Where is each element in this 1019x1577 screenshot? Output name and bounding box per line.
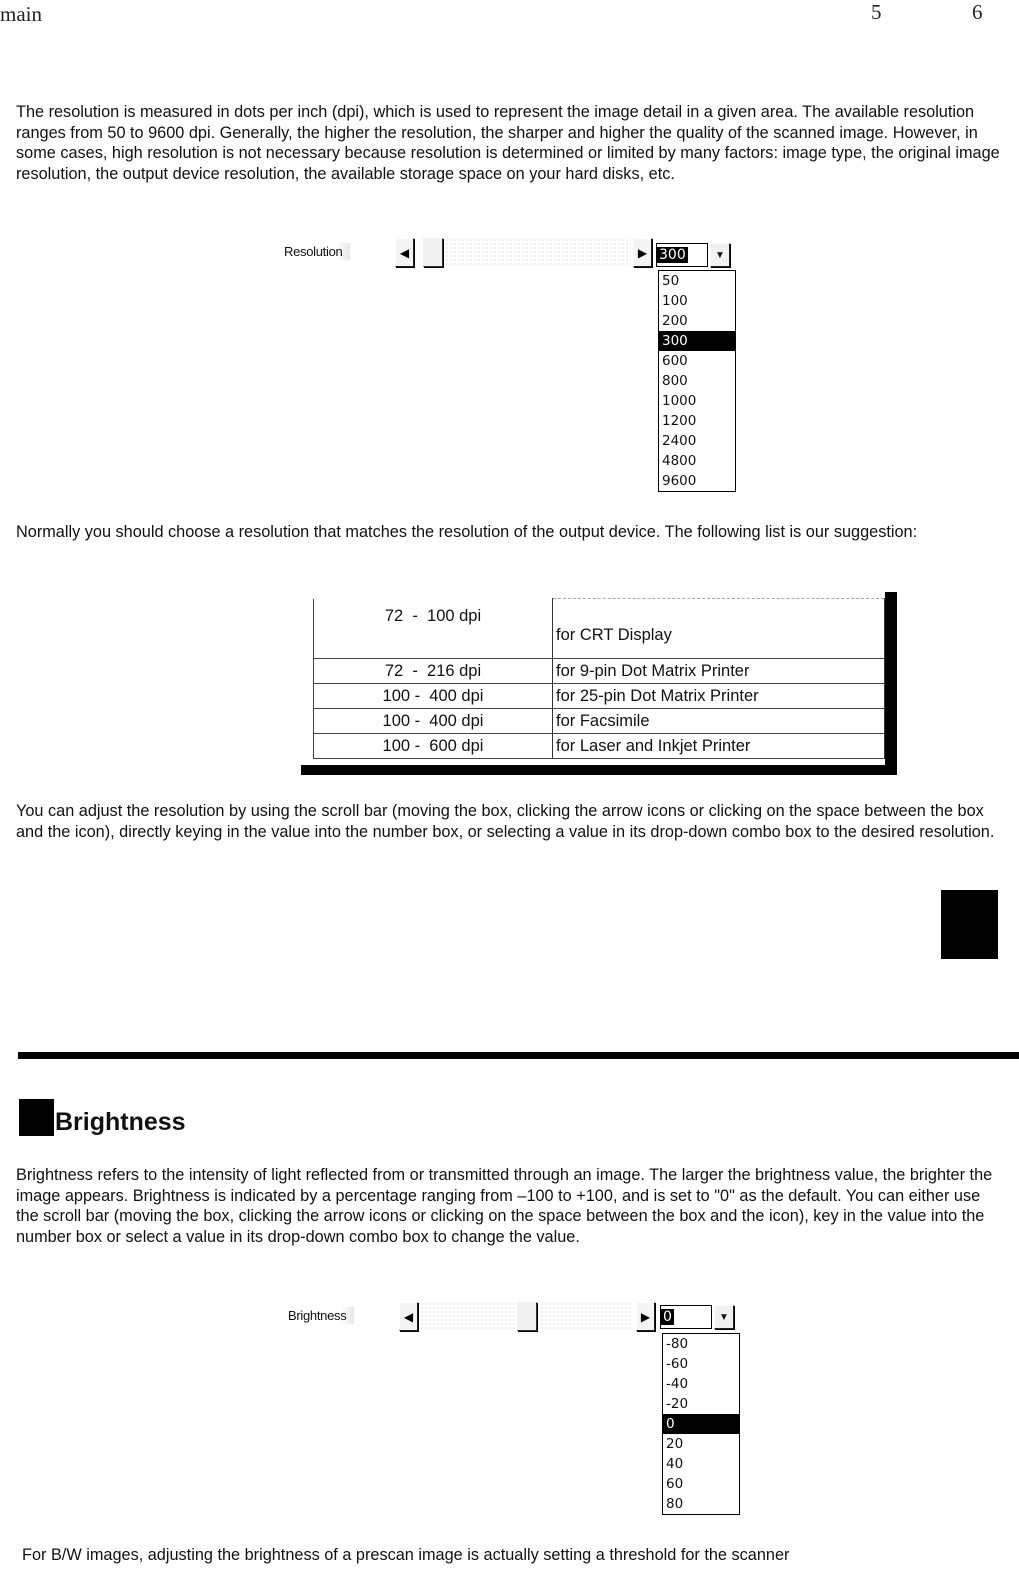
table-shadow-right: [885, 592, 897, 774]
table-row: [314, 599, 885, 659]
dpi-range-cell: 72 - 100 dpi: [314, 599, 553, 659]
page-number-right: 6: [972, 0, 983, 24]
output-device-cell: for Facsimile: [553, 709, 885, 734]
output-device-cell: for 25-pin Dot Matrix Printer: [553, 684, 885, 709]
brightness-paragraph: Brightness refers to the intensity of light reflected from or transmitted through an image. The larger the brightness value, the brighter the image appears. Brightness is indicated by a percentage ranging from –100 to +100, and is set to "0" as the default. You can either use the scroll bar (moving the box, clicking the arrow icons or clicking on the space between the box and the icon), key in the value into the number box or select a value in its drop-down combo box to change the value.: [16, 1166, 993, 1246]
output-device-cell: for CRT Display: [553, 599, 885, 659]
brightness-scrollbar: [288, 1307, 354, 1325]
brightness-dropdown-list: [662, 1333, 740, 1515]
brightness-option[interactable]: -40: [666, 1376, 689, 1392]
dpi-range-cell: 100 - 600 dpi: [314, 734, 553, 759]
resolution-option[interactable]: 9600: [662, 473, 697, 489]
brightness-option[interactable]: 80: [666, 1496, 684, 1512]
output-device-cell: for 9-pin Dot Matrix Printer: [553, 659, 885, 684]
table-row: [314, 734, 885, 759]
brightness-option[interactable]: -20: [666, 1396, 689, 1412]
brightness-option[interactable]: 60: [666, 1476, 684, 1492]
resolution-dropdown-list: [658, 270, 736, 492]
resolution-suggestion-table: [313, 598, 885, 759]
brightness-option[interactable]: -60: [666, 1356, 689, 1372]
brightness-value-box[interactable]: [660, 1305, 712, 1329]
resolution-label: Resolution: [284, 243, 350, 260]
table-row: [314, 684, 885, 709]
section-divider: [18, 1052, 1019, 1059]
table-shadow-bottom: [301, 765, 897, 775]
dpi-range-cell: 100 - 400 dpi: [314, 709, 553, 734]
chevron-down-icon: ▼: [719, 1311, 729, 1323]
resolution-option[interactable]: 200: [662, 313, 688, 329]
resolution-left-arrow-button[interactable]: [395, 238, 414, 267]
resolution-option[interactable]: 800: [662, 373, 688, 389]
resolution-value: 300: [659, 247, 686, 263]
brightness-label: Brightness: [288, 1307, 354, 1324]
arrow-right-icon: ▶: [640, 1309, 651, 1324]
dpi-range-cell: 72 - 216 dpi: [314, 659, 553, 684]
resolution-option[interactable]: 2400: [662, 433, 697, 449]
arrow-right-icon: ▶: [637, 245, 648, 260]
heading-bullet-icon: [19, 1099, 54, 1136]
brightness-dropdown-button[interactable]: [714, 1305, 734, 1329]
brightness-value: 0: [663, 1309, 672, 1325]
brightness-option[interactable]: 20: [666, 1436, 684, 1452]
arrow-left-icon: ◀: [399, 245, 410, 260]
page-side-tab: [941, 890, 998, 959]
resolution-option[interactable]: 100: [662, 293, 688, 309]
brightness-option[interactable]: 40: [666, 1456, 684, 1472]
table-row: [314, 659, 885, 684]
resolution-value-box[interactable]: [656, 243, 708, 267]
resolution-option[interactable]: 1200: [662, 413, 697, 429]
running-header: main: [0, 2, 42, 26]
resolution-dropdown-button[interactable]: [710, 243, 730, 267]
resolution-option[interactable]: 4800: [662, 453, 697, 469]
resolution-intro-paragraph: The resolution is measured in dots per inch (dpi), which is used to represent the image detail in a given area. The available resolution ranges from 50 to 9600 dpi. Generally, the higher the resolution, the sharper and higher the quality of the scanned image. However, in some cases, high resolution is not necessary because resolution is determined or limited by many factors: image type, the original image resolution, the output device resolution, the available storage space on your hard disks, etc.: [16, 103, 1000, 183]
resolution-right-arrow-button[interactable]: [633, 238, 652, 267]
resolution-option[interactable]: 300: [659, 331, 735, 351]
brightness-scroll-track-right[interactable]: [540, 1302, 633, 1329]
resolution-scroll-track[interactable]: [445, 238, 631, 265]
resolution-option[interactable]: 50: [662, 273, 680, 289]
brightness-heading: Brightness: [55, 1108, 186, 1136]
brightness-scroll-thumb[interactable]: [517, 1302, 537, 1331]
chevron-down-icon: ▼: [715, 249, 725, 261]
resolution-scroll-thumb[interactable]: [423, 238, 443, 267]
arrow-left-icon: ◀: [403, 1309, 414, 1324]
brightness-left-arrow-button[interactable]: [399, 1302, 418, 1331]
dpi-range-cell: 100 - 400 dpi: [314, 684, 553, 709]
suggestion-intro-paragraph: Normally you should choose a resolution that matches the resolution of the output device. The following list is our suggestion:: [16, 523, 918, 541]
brightness-option[interactable]: 0: [663, 1414, 739, 1434]
output-device-cell: for Laser and Inkjet Printer: [553, 734, 885, 759]
resolution-option[interactable]: 600: [662, 353, 688, 369]
resolution-option[interactable]: 1000: [662, 393, 697, 409]
bw-paragraph: For B/W images, adjusting the brightness of a prescan image is actually setting a threshold for the scanner: [22, 1546, 790, 1564]
adjust-resolution-paragraph: You can adjust the resolution by using the scroll bar (moving the box, clicking the arrow icons or clicking on the space between the box and the icon), directly keying in the value into the number box, or selecting a value in its drop-down combo box to the desired resolution.: [16, 802, 995, 841]
brightness-scroll-track-left[interactable]: [420, 1302, 515, 1329]
brightness-right-arrow-button[interactable]: [636, 1302, 655, 1331]
resolution-scrollbar: [284, 243, 350, 261]
brightness-option[interactable]: -80: [666, 1336, 689, 1352]
table-row: [314, 709, 885, 734]
page-number-left: 5: [871, 0, 882, 24]
